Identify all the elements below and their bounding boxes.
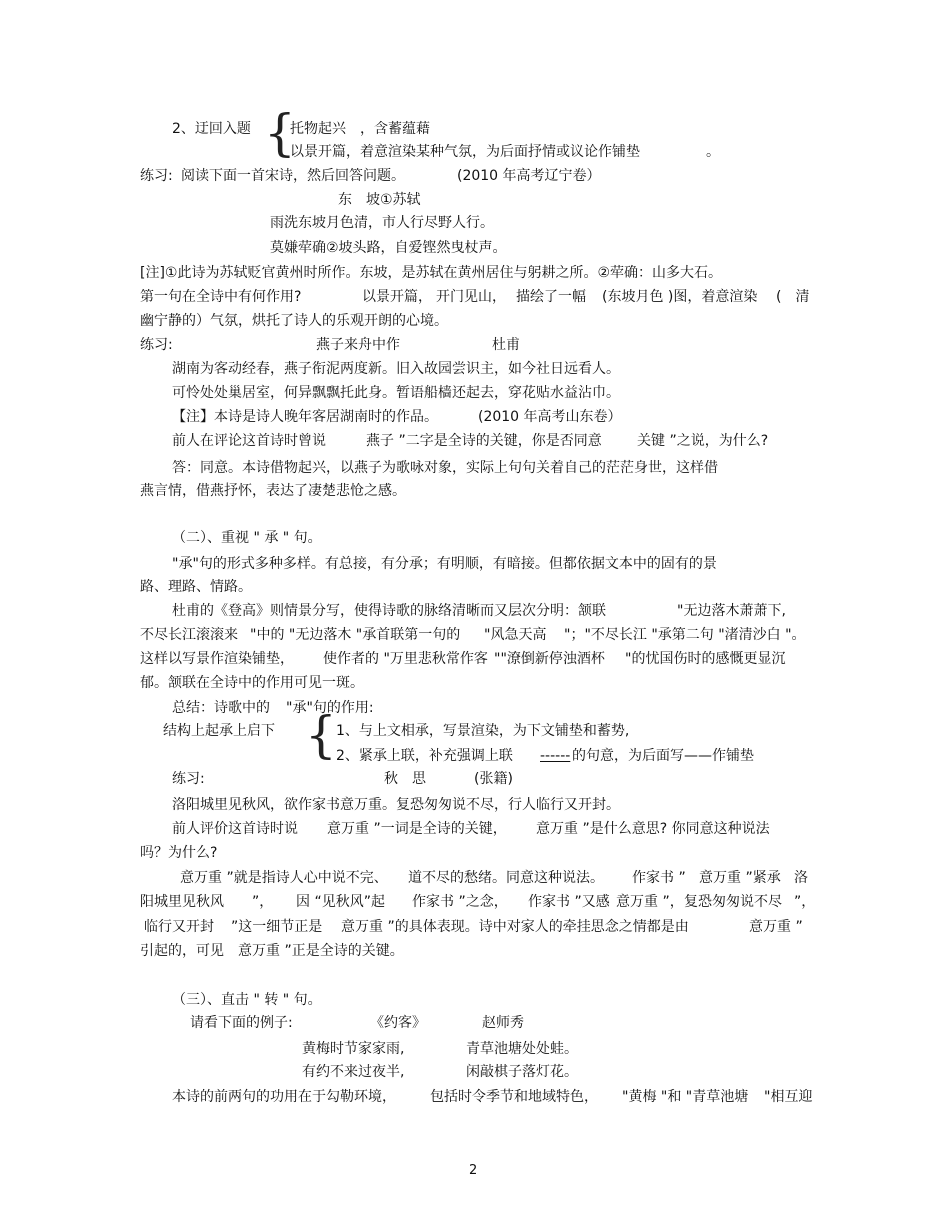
- answer-text: 意万重 ”: [749, 919, 803, 935]
- exercise-label: 练习:: [172, 771, 205, 787]
- answer-text: 复恐匆匆说不尽: [684, 894, 782, 910]
- answer-text: 作家书 ”又感: [528, 894, 610, 910]
- answer-text: 答：同意。本诗借物起兴，以燕子为歌咏对象，实际上句句关着自己的茫茫身世，这样借: [172, 460, 718, 476]
- exercise-label: 练习:: [140, 337, 173, 353]
- structure-item: 1、与上文相承，写景渲染，为下文铺垫和蓄势,: [336, 723, 630, 739]
- poem-line: 有约不来过夜半,: [302, 1064, 405, 1080]
- answer-text: 以景开篇，: [362, 289, 432, 305]
- answer-text: 引起的，可见: [140, 943, 224, 959]
- paragraph-line: "风急天高: [484, 627, 547, 643]
- paragraph-line: "承"句的形式多种多样。有总接，有分承；有明顺，有暗接。但都依据文本中的固有的景: [172, 556, 717, 572]
- exercise-source: (2010 年高考辽宁卷）: [457, 168, 601, 184]
- poem-author: 赵师秀: [482, 1015, 524, 1031]
- answer-text: ( 清: [776, 289, 810, 305]
- answer-text: 阳城里见秋风: [140, 894, 224, 910]
- exercise-source: (2010 年高考山东卷）: [478, 409, 622, 425]
- answer-text: 道不尽的愁绪。同意这种说法。: [408, 870, 604, 886]
- paragraph-line: 本诗的前两句的功用在于勾勒环境，: [172, 1089, 396, 1105]
- paragraph-line: 路、理路、情路。: [140, 579, 252, 595]
- answer-text: ”这一细节正是: [231, 919, 323, 935]
- answer-text: 意万重 ”，: [616, 894, 684, 910]
- punctuation: 。: [706, 144, 720, 160]
- answer-text: 燕言情，借燕抒怀，表达了凄楚悲怆之感。: [140, 483, 406, 499]
- answer-text: 临行又开封: [144, 919, 214, 935]
- section-label-2: 2、迂回入题: [172, 121, 251, 137]
- poem-author: (张籍): [474, 771, 513, 787]
- question-text: 意万重 ”是什么意思? 你同意这种说法: [536, 821, 770, 837]
- poem-line: 洛阳城里见秋风，欲作家书意万重。复恐匆匆说不尽，行人临行又开封。: [172, 797, 620, 813]
- question-text: 燕子 ”二字是全诗的关键，你是否同意: [366, 433, 602, 449]
- poem-title: 秋 思: [384, 771, 426, 787]
- poem-line: 雨洗东坡月色清，市人行尽野人行。: [270, 215, 494, 231]
- answer-text: 意万重 ”正是全诗的关键。: [238, 943, 404, 959]
- paragraph-line: 郁。颔联在全诗中的作用可见一斑。: [140, 675, 364, 691]
- poem-author: 杜甫: [492, 337, 520, 353]
- paragraph-line: ""潦倒新停浊酒杯: [494, 651, 605, 667]
- question-text: 前人评价这首诗时说: [172, 821, 298, 837]
- poem-note: [注]①此诗为苏轼贬官黄州时所作。东坡，是苏轼在黄州居住与躬耕之所。②荦确：山多大石。: [140, 265, 723, 281]
- exercise-task: 阅读下面一首宋诗，然后回答问题。: [181, 168, 405, 184]
- poem-line: 湖南为客动经春，燕子衔泥两度新。旧入故园尝识主，如今社日远看人。: [172, 361, 620, 377]
- answer-text: 洛: [794, 870, 808, 886]
- answer-text: 开门见山，: [436, 289, 506, 305]
- paragraph-line: 不尽长江滚滚来: [140, 627, 238, 643]
- answer-text: 描绘了一幅: [516, 289, 586, 305]
- poem-line: 莫嫌荦确②坡头路，自爱铿然曳杖声。: [270, 240, 507, 256]
- question-text: 关键 ”之说，为什么?: [637, 433, 769, 449]
- answer-text: ”，: [794, 894, 816, 910]
- structure-label: 结构上起承上启下: [163, 723, 275, 739]
- section-heading: （三）、直击 " 转 " 句。: [172, 992, 322, 1008]
- answer-text: 意万重 ”紧承: [699, 870, 781, 886]
- brace: {: [305, 706, 337, 764]
- method-item: 托物起兴 ，含蓄蕴藉: [290, 121, 430, 137]
- summary-label: 总结：诗歌中的: [172, 700, 270, 716]
- question-text: 第一句在全诗中有何作用?: [140, 289, 302, 305]
- answer-text: 作家书 ”: [632, 870, 686, 886]
- poem-line: 青草池塘处处蛙。: [466, 1041, 578, 1057]
- answer-text: (东坡月色 )图，着意渲染: [602, 289, 758, 305]
- paragraph-line: 杜甫的《登高》则情景分写，使得诗歌的脉络清晰而又层次分明：颔联: [172, 603, 606, 619]
- poem-line: 可怜处处巢居室，何异飘飘托此身。暂语船樯还起去，穿花贴水益沾巾。: [172, 385, 620, 401]
- brace: {: [264, 104, 296, 162]
- poem-title: 东 坡①苏轼: [338, 192, 421, 208]
- poem-line: 黄梅时节家家雨,: [302, 1041, 405, 1057]
- structure-item: 的句意，为后面写——作铺垫: [572, 748, 754, 764]
- section-heading: （二）、重视 " 承 " 句。: [172, 530, 322, 546]
- intro-text: 请看下面的例子:: [190, 1015, 293, 1031]
- paragraph-line: "中的 "无边落木 "承首联第一句的: [250, 627, 461, 643]
- exercise-label: 练习:: [140, 168, 173, 184]
- paragraph-line: "黄梅 "和 "青草池塘: [622, 1089, 749, 1105]
- answer-text: ”，: [252, 894, 274, 910]
- paragraph-line: "的忧国伤时的感慨更显沉: [625, 651, 786, 667]
- question-text: 吗？为什么?: [140, 845, 218, 861]
- summary-label: "承"句的作用:: [286, 700, 374, 716]
- blank-line: ------: [540, 748, 571, 764]
- poem-line: 闲敲棋子落灯花。: [466, 1064, 578, 1080]
- structure-item: 2、紧承上联，补充强调上联: [336, 748, 513, 764]
- poem-note: 【注】本诗是诗人晚年客居湖南时的作品。: [172, 409, 438, 425]
- question-text: 意万重 ”一词是全诗的关键，: [327, 821, 507, 837]
- answer-text: 因 “见秋风”起: [296, 894, 385, 910]
- paragraph-line: 使作者的 "万里悲秋常作客: [323, 651, 488, 667]
- paragraph-line: "；"不尽长江 "承第二句 "渚清沙白 "。: [564, 627, 806, 643]
- paragraph-line: "相互迎: [764, 1089, 813, 1105]
- poem-title: 燕子来舟中作: [316, 337, 400, 353]
- paragraph-line: "无边落木萧萧下,: [677, 603, 786, 619]
- poem-title: 《约客》: [370, 1015, 426, 1031]
- paragraph-line: 这样以写景作渲染铺垫，: [140, 651, 294, 667]
- answer-text: 作家书 ”之念，: [412, 894, 508, 910]
- answer-text: 意万重 ”就是指诗人心中说不完、: [180, 870, 388, 886]
- answer-text: 意万重 ”的具体表现。诗中对家人的牵挂思念之情都是由: [341, 919, 689, 935]
- method-item: 以景开篇，着意渲染某种气氛，为后面抒情或议论作铺垫: [290, 144, 640, 160]
- paragraph-line: 包括时令季节和地域特色，: [430, 1089, 598, 1105]
- answer-text: 幽宁静的）气氛，烘托了诗人的乐观开朗的心境。: [140, 313, 448, 329]
- question-text: 前人在评论这首诗时曾说: [172, 433, 326, 449]
- page-number: 2: [469, 1163, 478, 1178]
